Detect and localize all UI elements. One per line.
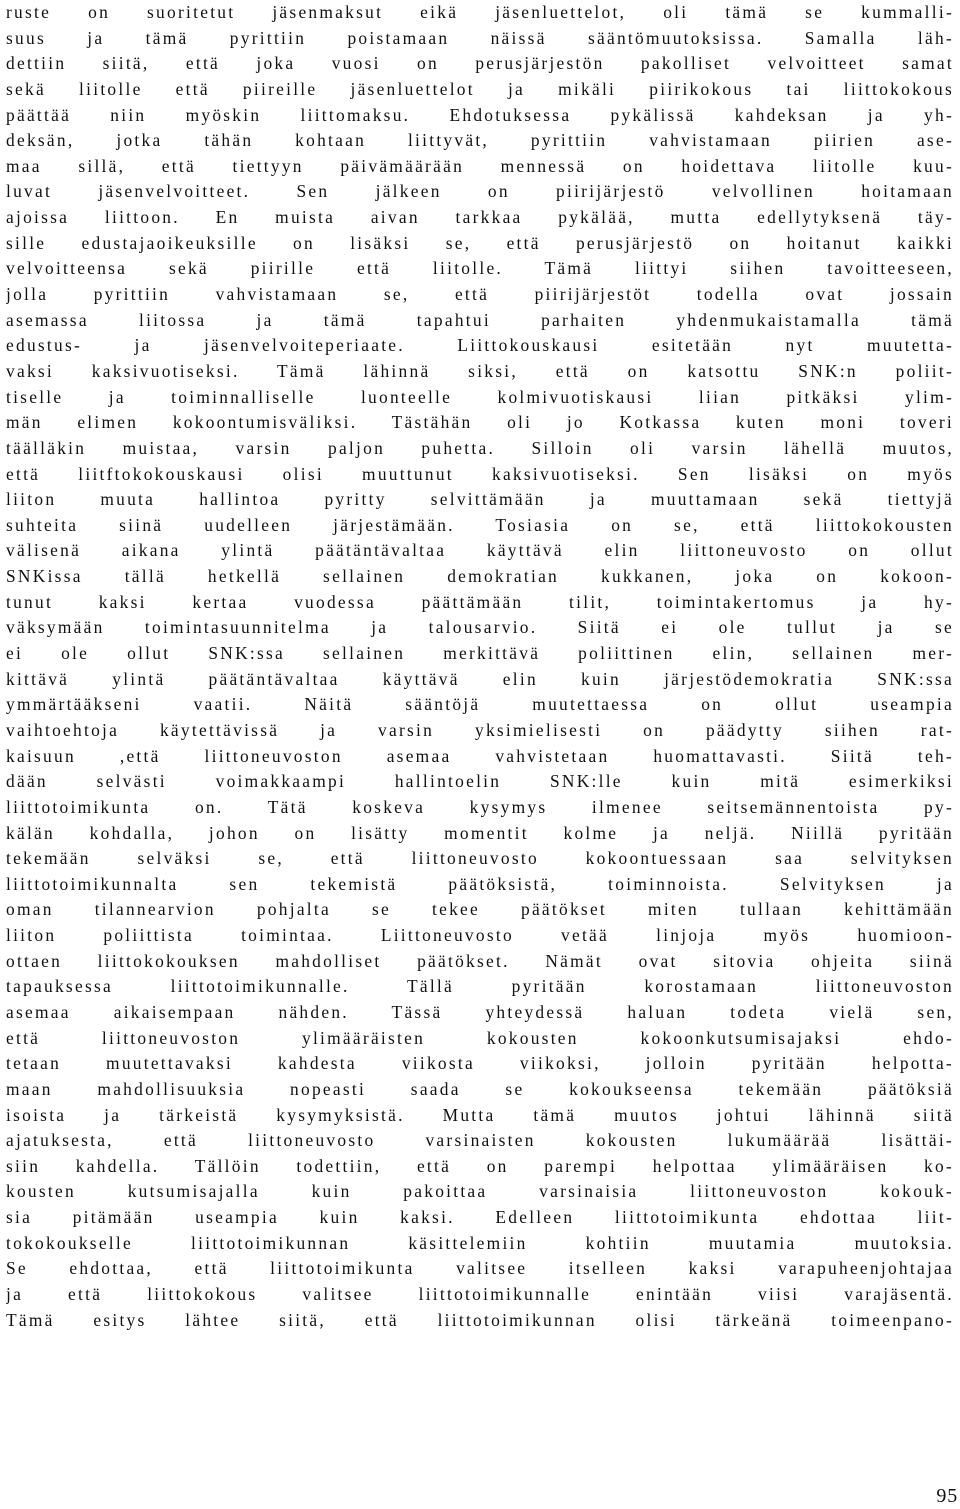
text-line: ei ole ollut SNK:ssa sellainen merkittävä poliittinen elin, sellainen mer-	[6, 643, 954, 664]
text-line: Se ehdottaa, että liittotoimikunta valitsee itselleen kaksi varapuheenjohtajaa	[6, 1258, 954, 1279]
text-line: deksän, jotka tähän kohtaan liittyvät, pyrittiin vahvistamaan piirien ase-	[6, 130, 954, 151]
text-line: ottaen liittokokouksen mahdolliset päätökset. Nämät ovat sitovia ohjeita siinä	[6, 950, 954, 971]
text-line: tetaan muutettavaksi kahdesta viikosta viikoksi, jolloin pyritään helpotta-	[6, 1053, 954, 1074]
text-line: ajatuksesta, että liittoneuvosto varsinaisten kokousten lukumäärää lisättäi-	[6, 1130, 954, 1151]
text-line: että liittoneuvoston ylimääräisten kokousten kokoonkutsumisajaksi ehdo-	[6, 1027, 954, 1048]
text-line: liiton muuta hallintoa pyritty selvittämään ja muuttamaan sekä tiettyjä	[6, 489, 954, 510]
text-line: vaksi kaksivuotiseksi. Tämä lähinnä siksi, että on katsottu SNK:n poliit-	[6, 360, 954, 381]
text-line: kittävä ylintä päätäntävaltaa käyttävä elin kuin järjestödemokratia SNK:ssa	[6, 668, 954, 689]
text-line: tekemään selväksi se, että liittoneuvosto kokoontuessaan saa selvityksen	[6, 848, 954, 869]
text-line: ymmärtääkseni vaatii. Näitä sääntöjä muutettaessa on ollut useampia	[6, 694, 954, 715]
text-line: suhteita siinä uudelleen järjestämään. Tosiasia on se, että liittokokousten	[6, 514, 954, 535]
text-line: dään selvästi voimakkaampi hallintoelin SNK:lle kuin mitä esimerkiksi	[6, 771, 954, 792]
text-line: asemassa liitossa ja tämä tapahtui parhaiten yhdenmukaistamalla tämä	[6, 309, 954, 330]
text-line: täälläkin muistaa, varsin paljon puhetta. Silloin oli varsin lähellä muutos,	[6, 437, 954, 458]
text-line: maa sillä, että tiettyyn päivämäärään mennessä on hoidettava liitolle kuu-	[6, 155, 954, 176]
text-line: jolla pyrittiin vahvistamaan se, että piirijärjestöt todella ovat jossain	[6, 284, 954, 305]
text-line: päättää niin myöskin liittomaksu. Ehdotuksessa pykälissä kahdeksan ja yh-	[6, 104, 954, 125]
text-line: Tämä esitys lähtee siitä, että liittotoimikunnan olisi tärkeänä toimeenpano-	[6, 1309, 954, 1330]
text-line: edustus- ja jäsenvelvoiteperiaate. Liittokouskausi esitetään nyt muutetta-	[6, 335, 954, 356]
text-line: ajoissa liittoon. En muista aivan tarkkaa pykälää, mutta edellytyksenä täy-	[6, 207, 954, 228]
text-line: välisenä aikana ylintä päätäntävaltaa käyttävä elin liittoneuvosto on ollut	[6, 540, 954, 561]
text-line: tapauksessa liittotoimikunnalle. Tällä pyritään korostamaan liittoneuvoston	[6, 976, 954, 997]
text-line: SNKissa tällä hetkellä sellainen demokratian kukkanen, joka on kokoon-	[6, 566, 954, 587]
text-line: ruste on suoritetut jäsenmaksut eikä jäsenluettelot, oli tämä se kummalli-	[6, 2, 954, 22]
text-line: isoista ja tärkeistä kysymyksistä. Mutta tämä muutos johtui lähinnä siitä	[6, 1104, 954, 1125]
text-line: kousten kutsumisajalla kuin pakoittaa varsinaisia liittoneuvoston kokouk-	[6, 1181, 954, 1202]
text-line: liittotoimikunta on. Tätä koskeva kysymys ilmenee seitsemännentoista py-	[6, 796, 954, 817]
text-line: tunut kaksi kertaa vuodessa päättämään tilit, toimintakertomus ja hy-	[6, 591, 954, 612]
text-line: tiselle ja toiminnalliselle luonteelle kolmivuotiskausi liian pitkäksi ylim-	[6, 386, 954, 407]
text-line: kälän kohdalla, johon on lisätty momentit kolme ja neljä. Niillä pyritään	[6, 822, 954, 843]
document-page	[6, 0, 954, 1333]
text-line: sia pitämään useampia kuin kaksi. Edelleen liittotoimikunta ehdottaa liit-	[6, 1207, 954, 1228]
text-line: liiton poliittista toimintaa. Liittoneuvosto vetää linjoja myös huomioon-	[6, 925, 954, 946]
text-line: ja että liittokokous valitsee liittotoimikunnalle enintään viisi varajäsentä.	[6, 1284, 954, 1305]
text-line: liittotoimikunnalta sen tekemistä päätöksistä, toiminnoista. Selvityksen ja	[6, 873, 954, 894]
text-line: sekä liitolle että piireille jäsenluettelot ja mikäli piirikokous tai liittokokous	[6, 78, 954, 99]
text-line: oman tilannearvion pohjalta se tekee päätökset miten tullaan kehittämään	[6, 899, 954, 920]
text-line: kaisuun ,että liittoneuvoston asemaa vahvistetaan huomattavasti. Siitä teh-	[6, 745, 954, 766]
text-line: män elimen kokoontumisväliksi. Tästähän oli jo Kotkassa kuten moni toveri	[6, 412, 954, 433]
text-line: dettiin siitä, että joka vuosi on perusjärjestön pakolliset velvoitteet samat	[6, 53, 954, 74]
text-line: että liitftokokouskausi olisi muuttunut kaksivuotiseksi. Sen lisäksi on myös	[6, 463, 954, 484]
text-line: maan mahdollisuuksia nopeasti saada se kokoukseensa tekemään päätöksiä	[6, 1078, 954, 1099]
text-line: suus ja tämä pyrittiin poistamaan näissä sääntömuutoksissa. Samalla läh-	[6, 27, 954, 48]
text-line: luvat jäsenvelvoitteet. Sen jälkeen on piirijärjestö velvollinen hoitamaan	[6, 181, 954, 202]
text-line: tokokoukselle liittotoimikunnan käsittelemiin kohtiin muutamia muutoksia.	[6, 1232, 954, 1253]
text-line: sille edustajaoikeuksille on lisäksi se, että perusjärjestö on hoitanut kaikki	[6, 232, 954, 253]
text-line: asemaa aikaisempaan nähden. Tässä yhteydessä haluan todeta vielä sen,	[6, 1001, 954, 1022]
page-number: 95	[936, 1485, 958, 1507]
text-line: velvoitteensa sekä piirille että liitolle. Tämä liittyi siihen tavoitteeseen,	[6, 258, 954, 279]
text-line: väksymään toimintasuunnitelma ja talousarvio. Siitä ei ole tullut ja se	[6, 617, 954, 638]
text-line: vaihtoehtoja käytettävissä ja varsin yksimielisesti on päädytty siihen rat-	[6, 719, 954, 740]
text-line: siin kahdella. Tällöin todettiin, että on parempi helpottaa ylimääräisen ko-	[6, 1155, 954, 1176]
